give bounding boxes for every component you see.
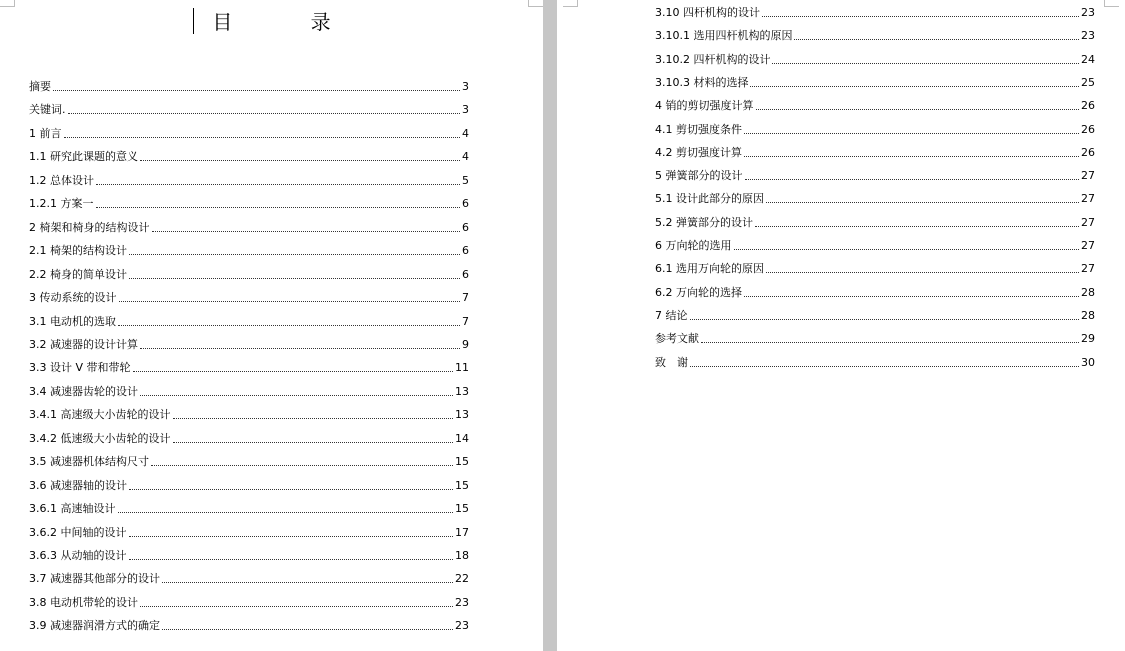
toc-entry-title: 2 椅架和椅身的结构设计	[29, 220, 150, 234]
toc-entry-page-number: 27	[1081, 239, 1095, 252]
toc-leader-dots	[756, 109, 1080, 110]
toc-entry-title: 3.6.1 高速轴设计	[29, 502, 116, 516]
toc-leader-dots	[744, 156, 1079, 157]
toc-entry-page-number: 15	[455, 455, 469, 469]
toc-entry-page-number: 27	[1081, 262, 1095, 276]
toc-leader-dots	[173, 418, 454, 419]
toc-entry-title: 3.10.3 材料的选择	[655, 75, 749, 89]
toc-leader-dots	[762, 16, 1079, 17]
toc-entry-page-number: 29	[1081, 332, 1095, 346]
toc-entry-title: 1.1 研究此课题的意义	[29, 150, 138, 164]
toc-entry-title: 3.6.2 中间轴的设计	[29, 525, 127, 539]
toc-entry[interactable]	[655, 354, 1095, 370]
toc-entry-title: 5 弹簧部分的设计	[655, 169, 743, 183]
toc-entry-title: 3.10 四杆机构的设计	[655, 6, 760, 19]
toc-leader-dots	[96, 184, 460, 185]
toc-entry-title: 2.1 椅架的结构设计	[29, 244, 127, 258]
text-cursor	[193, 8, 194, 34]
toc-entry-page-number: 23	[455, 595, 469, 609]
toc-entry-page-number: 28	[1081, 308, 1095, 322]
toc-entry-page-number: 5	[462, 173, 469, 187]
toc-entry[interactable]	[29, 313, 469, 329]
toc-entry[interactable]	[29, 570, 469, 586]
toc-leader-dots	[744, 133, 1079, 134]
toc-leader-dots	[119, 301, 461, 302]
toc-leader-dots	[140, 348, 460, 349]
toc-entry-page-number: 3	[462, 103, 469, 117]
toc-entry[interactable]	[29, 172, 469, 188]
toc-entry-page-number: 17	[455, 525, 469, 539]
toc-entry[interactable]	[29, 430, 469, 446]
toc-leader-dots	[129, 559, 454, 560]
toc-entry-page-number: 26	[1081, 99, 1095, 113]
toc-entry-page-number: 6	[462, 244, 469, 258]
toc-entry-page-number: 11	[455, 361, 469, 375]
toc-entry-title: 3.9 减速器润滑方式的确定	[29, 619, 160, 633]
toc-entry[interactable]	[655, 121, 1095, 137]
toc-entry-title: 4 销的剪切强度计算	[655, 99, 754, 113]
toc-entry[interactable]	[29, 195, 469, 211]
toc-entry-title: 关键词.	[29, 103, 66, 117]
toc-entry-title: 3.4.1 高速级大小齿轮的设计	[29, 408, 171, 422]
toc-leader-dots	[745, 179, 1080, 180]
toc-entry[interactable]	[655, 167, 1095, 183]
toc-leader-dots	[690, 366, 1079, 367]
toc-entry-title: 5.1 设计此部分的原因	[655, 192, 764, 206]
toc-leader-dots	[129, 278, 460, 279]
toc-leader-dots	[690, 319, 1080, 320]
toc-leader-dots	[766, 272, 1079, 273]
toc-entry-page-number: 6	[462, 267, 469, 281]
toc-leader-dots	[750, 86, 1079, 87]
toc-entry-page-number: 22	[455, 572, 469, 586]
toc-title: 目 录	[212, 10, 367, 34]
toc-entry[interactable]	[655, 190, 1095, 206]
toc-entry[interactable]	[29, 524, 469, 540]
toc-entry-title: 致 谢	[655, 355, 688, 369]
toc-entry-title: 3.2 减速器的设计计算	[29, 337, 138, 351]
toc-entry-title: 4.1 剪切强度条件	[655, 122, 742, 136]
toc-entry[interactable]	[655, 214, 1095, 230]
toc-entry-page-number: 25	[1081, 75, 1095, 89]
toc-entry-title: 3 传动系统的设计	[29, 291, 117, 305]
toc-entry-page-number: 15	[455, 478, 469, 492]
toc-leader-dots	[794, 39, 1079, 40]
toc-entry-title: 6.2 万向轮的选择	[655, 285, 742, 299]
toc-entry-title: 1.2.1 方案一	[29, 197, 94, 211]
toc-leader-dots	[151, 465, 453, 466]
toc-entry[interactable]	[655, 284, 1095, 300]
toc-entry[interactable]	[655, 307, 1095, 323]
toc-entry-title: 4.2 剪切强度计算	[655, 145, 742, 159]
toc-leader-dots	[152, 231, 461, 232]
toc-entry[interactable]	[29, 219, 469, 235]
toc-entry-title: 3.8 电动机带轮的设计	[29, 595, 138, 609]
toc-entry-page-number: 30	[1081, 355, 1095, 369]
toc-entry-title: 3.10.1 选用四杆机构的原因	[655, 29, 793, 43]
toc-leader-dots	[734, 249, 1080, 250]
toc-entry-title: 1 前言	[29, 126, 62, 140]
toc-entry[interactable]	[29, 453, 469, 469]
toc-leader-dots	[140, 606, 453, 607]
toc-entry[interactable]	[29, 406, 469, 422]
toc-leader-dots	[129, 489, 453, 490]
toc-entry-page-number: 6	[462, 220, 469, 234]
toc-leader-dots	[133, 371, 453, 372]
toc-leader-dots	[701, 342, 1079, 343]
toc-entry[interactable]	[655, 237, 1095, 253]
toc-entry-title: 7 结论	[655, 308, 688, 322]
toc-entry-title: 3.1 电动机的选取	[29, 314, 116, 328]
toc-entry-page-number: 13	[455, 384, 469, 398]
toc-entry[interactable]	[655, 97, 1095, 113]
toc-leader-dots	[53, 90, 460, 91]
toc-leader-dots	[96, 207, 461, 208]
toc-leader-dots	[162, 582, 453, 583]
toc-entry-page-number: 27	[1081, 215, 1095, 229]
toc-entry-page-number: 4	[462, 150, 469, 164]
toc-entry[interactable]	[29, 336, 469, 352]
toc-entry-title: 3.4.2 低速级大小齿轮的设计	[29, 431, 171, 445]
document-page-right	[557, 0, 1125, 651]
toc-leader-dots	[755, 226, 1079, 227]
toc-entry-title: 3.5 减速器机体结构尺寸	[29, 455, 149, 469]
toc-leader-dots	[68, 113, 461, 114]
crop-mark	[1104, 0, 1119, 7]
toc-entry-title: 3.6.3 从动轴的设计	[29, 549, 127, 562]
toc-entry-page-number: 14	[455, 431, 469, 445]
toc-entry[interactable]	[29, 500, 469, 516]
toc-leader-dots	[772, 63, 1079, 64]
toc-entry-title: 6.1 选用万向轮的原因	[655, 262, 764, 276]
toc-entry[interactable]	[29, 289, 469, 305]
crop-mark	[563, 0, 578, 7]
toc-entry[interactable]	[29, 148, 469, 164]
toc-entry-title: 3.10.2 四杆机构的设计	[655, 52, 771, 66]
toc-entry-title: 1.2 总体设计	[29, 173, 94, 187]
toc-entry-title: 3.4 减速器齿轮的设计	[29, 384, 138, 398]
toc-entry-page-number: 13	[455, 408, 469, 422]
toc-entry-title: 2.2 椅身的简单设计	[29, 267, 127, 281]
toc-leader-dots	[744, 296, 1079, 297]
toc-entry-page-number: 18	[455, 549, 469, 562]
toc-entry[interactable]	[29, 266, 469, 282]
toc-leader-dots	[118, 512, 454, 513]
toc-entry[interactable]	[655, 27, 1095, 43]
toc-entry[interactable]	[29, 242, 469, 258]
toc-entry-page-number: 7	[462, 314, 469, 328]
toc-entry-title: 摘要	[29, 80, 51, 93]
toc-leader-dots	[140, 395, 453, 396]
toc-leader-dots	[162, 629, 453, 630]
toc-entry-title: 3.6 减速器轴的设计	[29, 478, 127, 492]
toc-leader-dots	[766, 202, 1079, 203]
toc-entry-title: 参考文献	[655, 332, 699, 346]
page-gutter	[543, 0, 557, 651]
toc-entry-page-number: 23	[1081, 29, 1095, 43]
toc-entry[interactable]	[655, 260, 1095, 276]
toc-entry[interactable]	[29, 383, 469, 399]
toc-entry-title: 5.2 弹簧部分的设计	[655, 215, 753, 229]
toc-leader-dots	[64, 137, 461, 138]
toc-entry[interactable]	[29, 617, 469, 633]
toc-entry-page-number: 23	[1081, 6, 1095, 19]
toc-entry-page-number: 9	[462, 337, 469, 351]
toc-entry[interactable]	[29, 594, 469, 610]
toc-entry-title: 3.3 设计 V 带和带轮	[29, 361, 131, 375]
toc-entry[interactable]	[29, 78, 469, 94]
toc-entry[interactable]	[655, 51, 1095, 67]
document-page-left	[0, 0, 543, 651]
toc-leader-dots	[118, 325, 460, 326]
toc-entry-title: 6 万向轮的选用	[655, 239, 732, 252]
toc-leader-dots	[173, 442, 454, 443]
toc-entry[interactable]	[655, 74, 1095, 90]
toc-entry[interactable]	[29, 477, 469, 493]
toc-leader-dots	[129, 536, 454, 537]
toc-leader-dots	[140, 160, 460, 161]
toc-entry-page-number: 23	[455, 619, 469, 633]
toc-leader-dots	[129, 254, 460, 255]
toc-entry[interactable]	[29, 125, 469, 141]
toc-entry-page-number: 24	[1081, 52, 1095, 66]
toc-entry[interactable]	[655, 144, 1095, 160]
toc-entry-page-number: 28	[1081, 285, 1095, 299]
toc-entry-page-number: 27	[1081, 192, 1095, 206]
toc-entry-page-number: 26	[1081, 145, 1095, 159]
toc-entry[interactable]	[655, 330, 1095, 346]
toc-entry-page-number: 7	[462, 291, 469, 305]
toc-entry[interactable]	[29, 547, 469, 563]
toc-entry-page-number: 3	[462, 80, 469, 93]
toc-entry-page-number: 4	[462, 126, 469, 140]
toc-entry-page-number: 27	[1081, 169, 1095, 183]
toc-entry[interactable]	[655, 4, 1095, 20]
toc-entry-page-number: 6	[462, 197, 469, 211]
toc-entry[interactable]	[29, 359, 469, 375]
toc-entry-title: 3.7 减速器其他部分的设计	[29, 572, 160, 586]
toc-entry-page-number: 26	[1081, 122, 1095, 136]
toc-entry[interactable]	[29, 101, 469, 117]
toc-entry-page-number: 15	[455, 502, 469, 516]
